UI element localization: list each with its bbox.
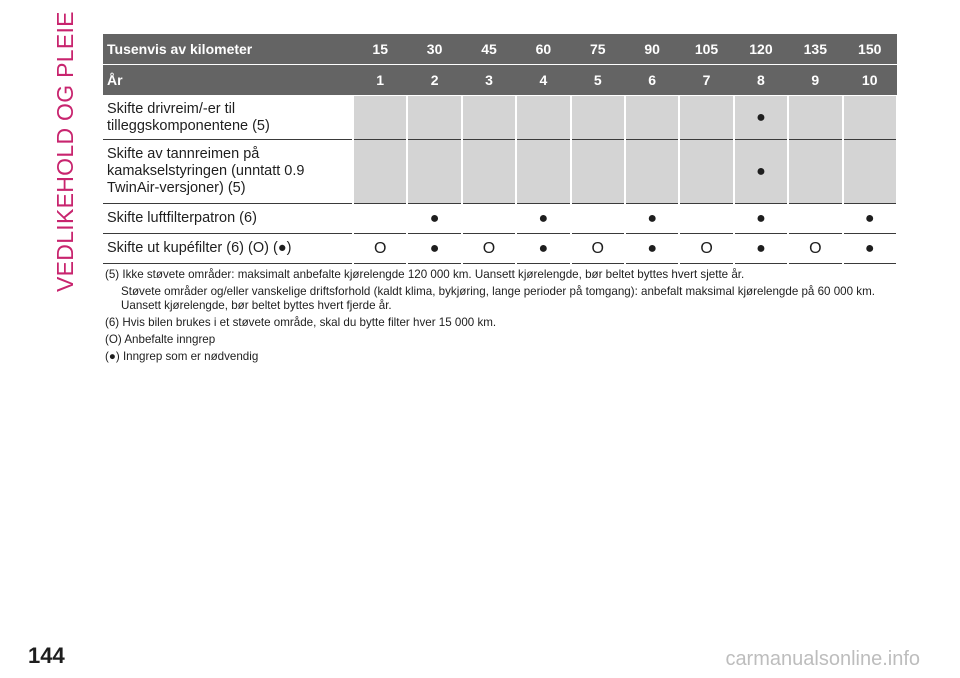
schedule-cell xyxy=(788,140,842,204)
year-value: 7 xyxy=(679,65,733,96)
schedule-cell: ● xyxy=(843,234,897,264)
year-value: 9 xyxy=(788,65,842,96)
km-value: 90 xyxy=(625,34,679,65)
table-row xyxy=(103,96,897,140)
year-value: 3 xyxy=(462,65,516,96)
schedule-cell xyxy=(625,96,679,140)
km-value: 75 xyxy=(571,34,625,65)
task-label-line: tilleggskomponentene (5) xyxy=(107,117,270,134)
task-label-line: kamakselstyringen (unntatt 0.9 xyxy=(107,163,305,179)
table-row xyxy=(103,234,897,264)
km-value: 120 xyxy=(734,34,788,65)
maintenance-schedule-table xyxy=(103,34,898,264)
schedule-cell: O xyxy=(788,234,842,264)
year-value: 4 xyxy=(516,65,570,96)
task-label xyxy=(103,96,353,140)
km-value: 15 xyxy=(353,34,407,65)
schedule-cell xyxy=(679,204,733,234)
schedule-cell xyxy=(516,96,570,140)
footnote-5: (5) Ikke støvete områder: maksimalt anbefalte kjørelengde 120 000 km. Uansett kjørelengde, bør beltet byttes hvert sjette år. xyxy=(105,268,745,281)
schedule-cell xyxy=(353,140,407,204)
schedule-cell: ● xyxy=(516,204,570,234)
schedule-cell: ● xyxy=(843,204,897,234)
schedule-cell: ● xyxy=(734,96,788,140)
footnote-5-continued: Støvete områder og/eller vanskelige driftsforhold (kaldt klima, bykjøring, lange perioder på tomgang): anbefalt maksimal kjørelengde på 60 000 km. Uansett kjørelengde, bør beltet byttes hvert fjerde år. xyxy=(121,285,875,312)
year-value: 1 xyxy=(353,65,407,96)
schedule-cell: ● xyxy=(625,234,679,264)
schedule-cell xyxy=(407,96,461,140)
schedule-cell: ● xyxy=(407,204,461,234)
km-value: 60 xyxy=(516,34,570,65)
km-value: 30 xyxy=(407,34,461,65)
task-label xyxy=(103,234,353,264)
schedule-cell xyxy=(462,204,516,234)
year-header-label: År xyxy=(103,65,353,96)
schedule-cell xyxy=(843,96,897,140)
schedule-cell xyxy=(571,204,625,234)
task-label xyxy=(103,140,353,204)
schedule-cell: O xyxy=(462,234,516,264)
km-value: 45 xyxy=(462,34,516,65)
task-label-line: Skifte av tannreimen på xyxy=(107,146,260,162)
table-row xyxy=(103,140,897,204)
schedule-cell xyxy=(516,140,570,204)
page-number: 144 xyxy=(28,643,65,668)
year-value: 10 xyxy=(843,65,897,96)
schedule-cell xyxy=(571,140,625,204)
schedule-cell xyxy=(353,204,407,234)
schedule-cell xyxy=(679,96,733,140)
schedule-cell: ● xyxy=(734,234,788,264)
km-value: 105 xyxy=(679,34,733,65)
legend-required: (●) Inngrep som er nødvendig xyxy=(105,350,259,363)
year-value: 8 xyxy=(734,65,788,96)
km-header-row xyxy=(103,34,897,65)
km-value: 135 xyxy=(788,34,842,65)
schedule-cell xyxy=(407,140,461,204)
schedule-cell: O xyxy=(679,234,733,264)
section-title: VEDLIKEHOLD OG PLEIE xyxy=(52,11,78,292)
task-label-line: Skifte luftfilterpatron (6) xyxy=(107,210,257,226)
schedule-cell xyxy=(571,96,625,140)
year-value: 5 xyxy=(571,65,625,96)
schedule-cell: ● xyxy=(734,204,788,234)
year-header-row xyxy=(103,65,897,96)
table-row xyxy=(103,204,897,234)
task-label-line: TwinAir-versjoner) (5) xyxy=(107,180,246,196)
km-header-label: Tusenvis av kilometer xyxy=(103,34,353,65)
legend-recommended: (O) Anbefalte inngrep xyxy=(105,333,216,346)
schedule-cell: O xyxy=(353,234,407,264)
schedule-cell xyxy=(462,140,516,204)
task-label xyxy=(103,204,353,234)
schedule-cell xyxy=(788,204,842,234)
footnotes xyxy=(105,268,905,367)
km-value: 150 xyxy=(843,34,897,65)
year-value: 6 xyxy=(625,65,679,96)
watermark: carmanualsonline.info xyxy=(725,648,920,670)
schedule-cell: ● xyxy=(734,140,788,204)
schedule-cell xyxy=(788,96,842,140)
schedule-cell: ● xyxy=(516,234,570,264)
footnote-6: (6) Hvis bilen brukes i et støvete område, skal du bytte filter hver 15 000 km. xyxy=(105,316,497,329)
schedule-cell xyxy=(679,140,733,204)
schedule-cell xyxy=(353,96,407,140)
task-label-line: Skifte drivreim/-er til xyxy=(107,100,236,117)
schedule-cell: ● xyxy=(625,204,679,234)
year-value: 2 xyxy=(407,65,461,96)
schedule-cell xyxy=(625,140,679,204)
schedule-cell xyxy=(462,96,516,140)
task-label-line: Skifte ut kupéfilter (6) (O) (●) xyxy=(107,240,292,256)
schedule-cell xyxy=(843,140,897,204)
schedule-cell: ● xyxy=(407,234,461,264)
schedule-cell: O xyxy=(571,234,625,264)
